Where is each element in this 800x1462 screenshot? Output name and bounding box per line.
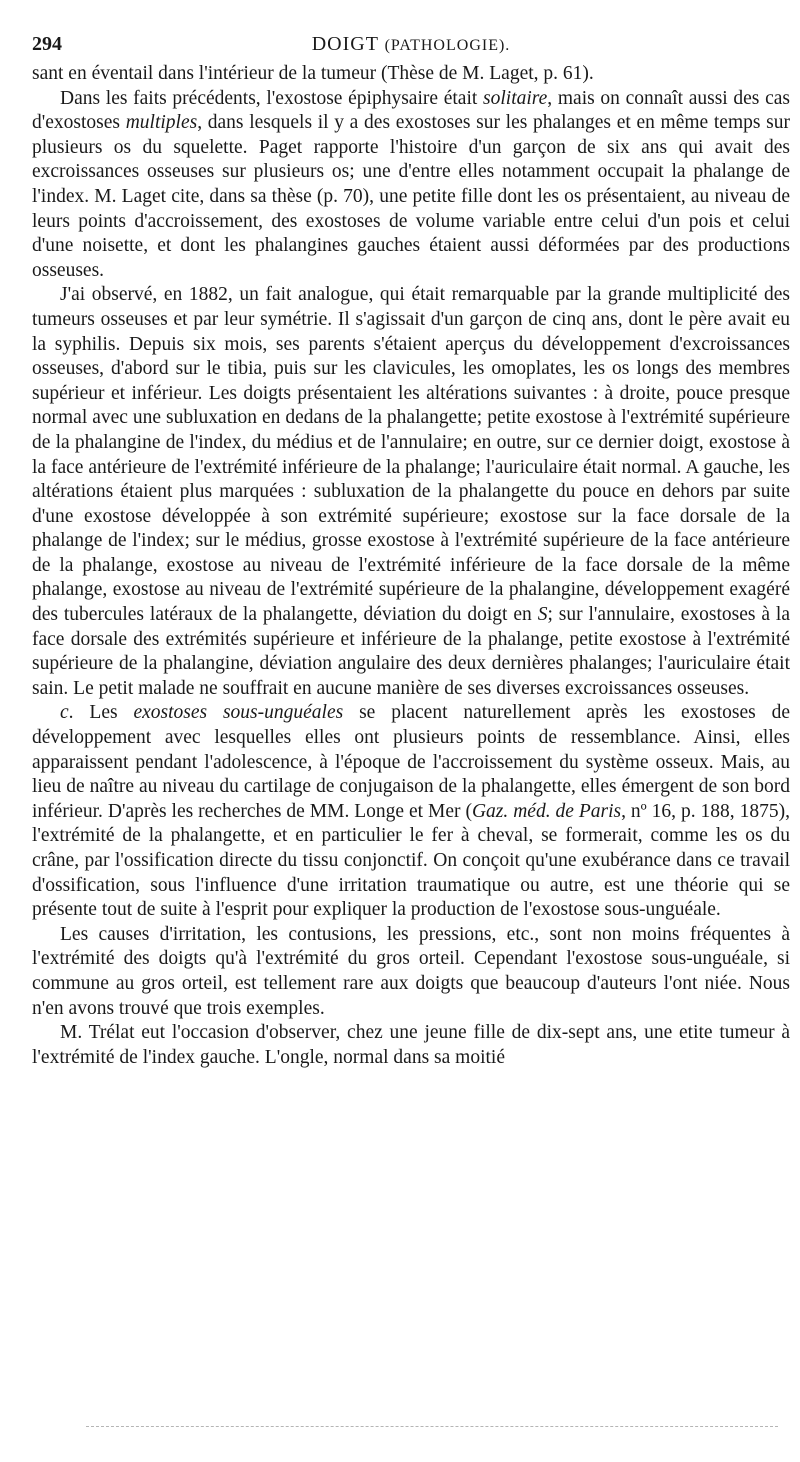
italic-text: multiples: [125, 112, 198, 134]
paragraph: [32, 87, 790, 284]
paragraph-text: Les causes d'irritation, les contusions, les pressions, etc., sont non moins fréquentes à l'extrémité des doigts qu'à l'extrémité du gros orteil. Cependant l'exostose sous-unguéale, si commune au gros orteil, est tellement rare aux doigts que beaucoup d'auteurs l'ont niée. Nous n'en avons trouvé que trois exemples.: [32, 923, 790, 1019]
running-title-subtitle: (PATHOLOGIE).: [384, 37, 511, 54]
italic-text: S: [537, 604, 548, 626]
paragraph-text: se placent naturellement après les exostoses de développement avec lesquelles elles ont plusieurs points de ressemblance. Ainsi, elles apparaissent pendant l'adolescence, à l'époque de l'accroissement du système osseux. Mais, au lieu de naître au niveau du cartilage de conjugaison de la phalangette, elles émergent de son bord inférieur. D'après les recherches de MM. Longe et Mer (: [32, 702, 791, 822]
paragraph-text: ; sur l'annulaire, exostoses à la face dorsale des extrémités supérieure et inférieure de la phalange, petite exostose à l'extrémité supérieure de la phalangine, déviation angulaire des deux dernières phalanges; l'auriculaire était sain. Le petit malade ne souffrait en aucune manière de ses diverses excroissances osseuses.: [32, 604, 790, 699]
paragraph: [32, 62, 790, 87]
paragraph-text: Dans les faits précédents, l'exostose épiphysaire était: [60, 87, 484, 109]
document-page: [32, 26, 790, 1070]
italic-text: Gaz. méd. de Paris: [471, 800, 622, 822]
footer-rule: [86, 1426, 778, 1427]
running-title-main: DOIGT: [311, 33, 379, 55]
paragraph-text: sant en éventail dans l'intérieur de la tumeur (Thèse de M. Laget, p. 61).: [32, 63, 594, 84]
page-number: 294: [32, 33, 62, 55]
paragraph-text: , nº 16, p. 188, 1875), l'extrémité de la phalangette, et en particulier le fer à cheval, se formerait, comme les os du crâne, par l'ossification directe du tissu conjonctif. On conçoit qu'une exubérance dans ce travail d'ossification, sous l'influence d'une irritation traumatique ou autre, est une théorie qui se présente tout de suite à l'esprit pour expliquer la production de l'exostose sous-unguéale.: [32, 800, 790, 921]
paragraph-text: , dans lesquels il y a des exostoses sur les phalanges et en même temps sur plusieurs os du squelette. Paget rapporte l'histoire d'un garçon de six ans qui avait des excroissances osseuses sur plusieurs os; une d'entre elles notamment occupait la phalange de l'index. M. Laget cite, dans sa thèse (p. 70), une petite fille dont les os présentaient, au niveau de leurs points d'accroissement, des exostoses de volume variable entre celui d'un pois et celui d'une noisette, et dont les phalangines gauches étaient aussi déformées par des productions osseuses.: [32, 112, 790, 281]
paragraph-text: M. Trélat eut l'occasion d'observer, chez une jeune fille de dix-sept ans, une etite tumeur à l'extrémité de l'index gauche. L'ongle, normal dans sa moitié: [32, 1022, 790, 1068]
paragraph-text: . Les: [68, 702, 134, 724]
paragraph: [32, 283, 790, 701]
italic-text: c: [60, 702, 69, 724]
body-text: [32, 62, 790, 1070]
paragraph: [32, 923, 790, 1021]
running-title: [32, 26, 790, 64]
paragraph: [32, 1021, 790, 1070]
paragraph-text: J'ai observé, en 1882, un fait analogue, qui était remarquable par la grande multiplicité des tumeurs osseuses et par leur symétrie. Il s'agissait d'un garçon de cinq ans, dont le père avait eu la syphilis. Depuis six mois, ses parents s'étaient aperçus du développement d'excroissances osseuses, d'abord sur le tibia, puis sur les clavicules, les omoplates, les os longs des membres supérieur et inférieur. Les doigts présentaient les altérations suivantes : à droite, pouce presque normal avec une subluxation en dedans de la phalangette; petite exostose à l'extrémité supérieure de la phalangine de l'index, du médius et de l'annulaire; en outre, sur ce dernier doigt, exostose à la face antérieure de l'extrémité inférieure de la phalange; l'auriculaire était normal. A gauche, les altérations étaient plus marquées : subluxation de la phalangette du pouce en dehors par suite d'une exostose développée à son extrémité supérieure; exostose sur la face dorsale de la phalange de l'index; sur le médius, grosse exostose à l'extrémité supérieure de la face antérieure de la phalange, exostose au niveau de l'extrémité inférieure de la face dorsale de la même phalange, exostose au niveau de l'extrémité supérieure de la phalangine, développement exagéré des tubercules latéraux de la phalangette, déviation du doigt en: [32, 284, 790, 626]
paragraph-text: , mais on connaît aussi des cas d'exostoses: [32, 87, 791, 134]
italic-text: solitaire: [483, 87, 548, 109]
paragraph: [32, 701, 790, 922]
running-header: [32, 26, 790, 62]
italic-text: exostoses sous-unguéales: [133, 702, 344, 724]
